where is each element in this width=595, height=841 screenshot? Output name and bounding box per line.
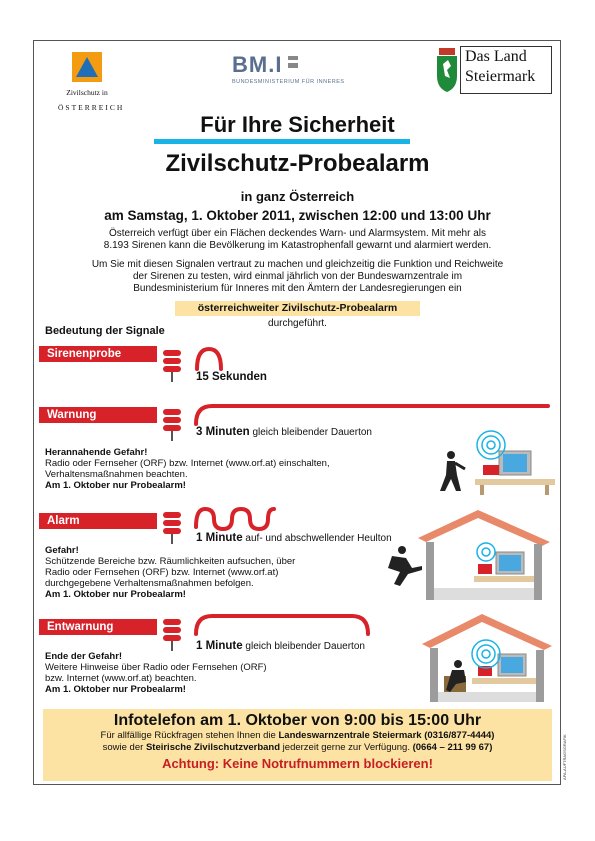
alarm-description bbox=[45, 545, 295, 600]
headline-safety: Für Ihre Sicherheit bbox=[200, 112, 395, 137]
entwarnung-text-2: Weitere Hinweise über Radio oder Fernsehen (ORF) bbox=[45, 662, 267, 673]
tag-sirenenprobe: Sirenenprobe bbox=[39, 346, 157, 362]
alarm-wave-icon bbox=[192, 505, 278, 531]
sirenenprobe-duration-value: 15 Sekunden bbox=[196, 371, 267, 383]
siren-icon bbox=[160, 348, 184, 384]
tag-entwarnung: Entwarnung bbox=[39, 619, 157, 635]
siren-icon bbox=[160, 617, 184, 653]
info-line-1 bbox=[43, 730, 552, 742]
intro-end: durchgeführt. bbox=[268, 318, 327, 329]
info-line-2 bbox=[43, 742, 552, 754]
info-line2-phone: (0664 – 211 99 67) bbox=[412, 742, 493, 753]
credit-text: APA-AUFTRAGSGRAFIK bbox=[562, 734, 567, 780]
intro-p2-line1: Um Sie mit diesen Signalen vertraut zu machen und gleichzeitig die Funktion und Reichweite bbox=[91, 259, 504, 270]
signals-heading: Bedeutung der Signale bbox=[45, 325, 165, 337]
highlight-probealarm: österreichweiter Zivilschutz-Probealarm bbox=[175, 301, 420, 316]
warnung-description bbox=[45, 447, 330, 491]
warnung-text-4: Am 1. Oktober nur Probealarm! bbox=[45, 480, 186, 491]
info-title: Infotelefon am 1. Oktober von 9:00 bis 15:00 Uhr bbox=[113, 712, 482, 729]
steiermark-line-2: Steiermark bbox=[465, 68, 536, 85]
info-line1-bold: Landeswarnzentrale Steiermark (0316/877-4444) bbox=[278, 730, 495, 741]
info-line1-text: Für allfällige Rückfragen stehen Ihnen die bbox=[100, 730, 279, 741]
alarm-duration bbox=[196, 532, 392, 544]
warnung-text-2: Radio oder Fernseher (ORF) bzw. Internet (www.orf.at) einschalten, bbox=[45, 458, 330, 469]
alarm-text-4: durchgegebene Verhaltensmaßnahmen befolgen. bbox=[45, 578, 254, 589]
steiermark-coat-of-arms-icon bbox=[436, 46, 458, 94]
zivilschutz-triangle-icon bbox=[72, 52, 102, 82]
entwarnung-description bbox=[45, 651, 267, 695]
intro-p1-line2: 8.193 Sirenen kann die Bevölkerung im Katastrophenfall gewarnt und alarmiert werden. bbox=[103, 240, 492, 251]
siren-icon bbox=[160, 510, 184, 546]
warnung-duration bbox=[196, 426, 372, 438]
alarm-duration-note: auf- und abschwellender Heulton bbox=[245, 533, 392, 544]
warning-wave-icon bbox=[192, 402, 552, 426]
alarm-house-illustration-icon bbox=[378, 508, 553, 600]
steiermark-line-1: Das Land bbox=[465, 48, 527, 65]
sirenenprobe-duration bbox=[196, 371, 267, 383]
zivilschutz-text-1: Zivilschutz in bbox=[66, 88, 108, 97]
info-line2-text: sowie der bbox=[102, 742, 146, 753]
alarm-text-2: Schützende Bereiche bzw. Räumlichkeiten aufsuchen, über bbox=[45, 556, 296, 567]
headline-date: am Samstag, 1. Oktober 2011, zwischen 12:00 und 13:00 Uhr bbox=[104, 208, 491, 223]
intro-p1-line1: Österreich verfügt über ein Flächen deckendes Warn- und Alarmsystem. Mit mehr als bbox=[108, 228, 486, 239]
warnung-duration-note: gleich bleibender Dauerton bbox=[252, 427, 372, 438]
blue-divider bbox=[154, 139, 410, 144]
bmi-main-text: BM.I bbox=[232, 52, 283, 77]
tag-warnung: Warnung bbox=[39, 407, 157, 423]
info-line2-mid: jederzeit gerne zur Verfügung. bbox=[280, 742, 413, 753]
entwarnung-wave-icon bbox=[192, 612, 372, 636]
zivilschutz-text-2: ÖSTERREICH bbox=[58, 103, 125, 112]
siren-icon bbox=[160, 407, 184, 443]
alarm-text-1: Gefahr! bbox=[45, 545, 79, 556]
headline-sub: in ganz Österreich bbox=[240, 189, 355, 204]
entwarnung-text-3: bzw. Internet (www.orf.at) beachten. bbox=[45, 673, 197, 684]
steiermark-text-box bbox=[460, 46, 552, 94]
warning-illustration-icon bbox=[425, 425, 555, 495]
intro-paragraph-1 bbox=[50, 228, 545, 252]
warnung-text-3: Verhaltensmaßnahmen beachten. bbox=[45, 469, 188, 480]
austria-eagle-icon bbox=[287, 55, 299, 69]
info-warning: Achtung: Keine Notrufnummern blockieren! bbox=[162, 756, 433, 771]
intro-paragraph-2 bbox=[50, 259, 545, 295]
intro-p2-line2: der Sirenen zu testen, wird einmal jährlich von der Bundeswarnzentrale im bbox=[132, 271, 463, 282]
entwarnung-text-1: Ende der Gefahr! bbox=[45, 651, 123, 662]
intro-p2-line3: Bundesministerium für Inneres mit den Ämtern der Landesregierungen ein bbox=[133, 283, 462, 294]
entwarnung-house-illustration-icon bbox=[418, 610, 554, 702]
bmi-logo bbox=[232, 52, 372, 85]
zivilschutz-logo bbox=[58, 52, 125, 112]
info-line2-bold: Steirische Zivilschutzverband bbox=[145, 742, 281, 753]
siren-probe-wave-icon bbox=[193, 345, 225, 371]
warnung-text-1: Herannahende Gefahr! bbox=[45, 447, 148, 458]
tag-alarm: Alarm bbox=[39, 513, 157, 529]
alarm-duration-value: 1 Minute bbox=[196, 532, 243, 544]
warnung-duration-value: 3 Minuten bbox=[196, 426, 250, 438]
entwarnung-text-4: Am 1. Oktober nur Probealarm! bbox=[45, 684, 186, 695]
alarm-text-3: Radio oder Fernsehen (ORF) bzw. Internet (www.orf.at) bbox=[45, 567, 279, 578]
bmi-subtitle: BUNDESMINISTERIUM FÜR INNERES bbox=[232, 79, 345, 85]
alarm-text-5: Am 1. Oktober nur Probealarm! bbox=[45, 589, 186, 600]
entwarnung-duration-note: gleich bleibender Dauerton bbox=[245, 641, 365, 652]
info-phone-box bbox=[43, 709, 552, 781]
headline-main: Zivilschutz-Probealarm bbox=[165, 150, 430, 177]
entwarnung-duration-value: 1 Minute bbox=[196, 640, 243, 652]
